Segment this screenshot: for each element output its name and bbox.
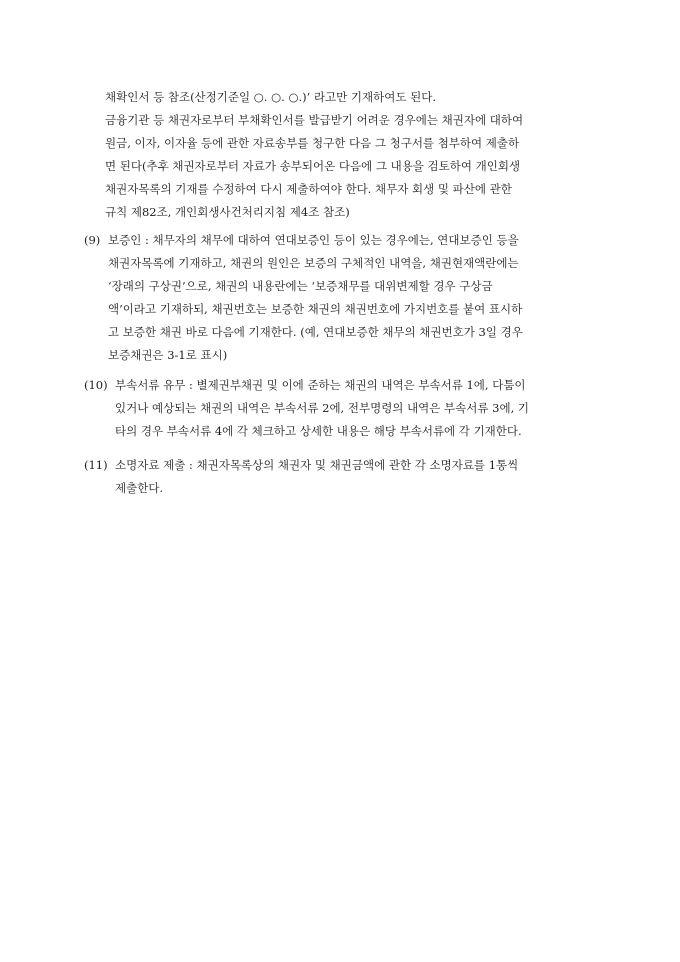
item-number: (9): [84, 233, 101, 247]
paragraph-line: ‘장래의 구상권’으로, 채권의 내용란에는 ‘보증채무를 대위변제할 경우 구상금: [108, 279, 493, 293]
item-number: (10): [84, 378, 108, 392]
paragraph-line: 원금, 이자, 이자율 등에 관한 자료송부를 청구한 다음 그 청구서를 첨부하여 제출하: [105, 136, 520, 150]
paragraph-line: 채권자목록에 기재하고, 채권의 원인은 보증의 구체적인 내역을, 채권현재액란에는: [108, 256, 519, 270]
paragraph-line: 부속서류 유무 : 별제권부채권 및 이에 준하는 채권의 내역은 부속서류 1에, 다툼이: [115, 378, 526, 392]
paragraph-line: 타의 경우 부속서류 4에 각 체크하고 상세한 내용은 해당 부속서류에 각 기재한다.: [115, 424, 522, 438]
paragraph-line: 채확인서 등 참조(산정기준일 ○. ○. ○.)’ 라고만 기재하여도 된다.: [105, 90, 436, 104]
paragraph-line: 소명자료 제출 : 채권자목록상의 채권자 및 채권금액에 관한 각 소명자료를 1통씩: [115, 458, 519, 472]
paragraph-line: 금융기관 등 채권자로부터 부채확인서를 발급받기 어려운 경우에는 채권자에 대하여: [105, 113, 524, 127]
paragraph-line: 보증채권은 3-1로 표시): [108, 348, 228, 362]
paragraph-line: 보증인 : 채무자의 채무에 대하여 연대보증인 등이 있는 경우에는, 연대보증인 등을: [108, 233, 519, 247]
paragraph-line: 제출한다.: [115, 481, 164, 495]
paragraph-line: 액’이라고 기재하되, 채권번호는 보증한 채권의 채권번호에 가지번호를 붙여 표시하: [108, 302, 523, 316]
paragraph-line: 채권자목록의 기재를 수정하여 다시 제출하여야 한다. 채무자 회생 및 파산에 관한: [105, 182, 512, 196]
paragraph-line: 고 보증한 채권 바로 다음에 기재한다. (예, 연대보증한 채무의 채권번호가 3일 경우: [108, 325, 523, 339]
paragraph-line: 면 된다(추후 채권자로부터 자료가 송부되어온 다음에 그 내용을 검토하여 개인회생: [105, 159, 521, 173]
paragraph-line: 있거나 예상되는 채권의 내역은 부속서류 2에, 전부명령의 내역은 부속서류 3에, 기: [115, 401, 529, 415]
paragraph-line: 규칙 제82조, 개인회생사건처리지침 제4조 참조): [105, 205, 350, 219]
item-number: (11): [84, 458, 108, 472]
